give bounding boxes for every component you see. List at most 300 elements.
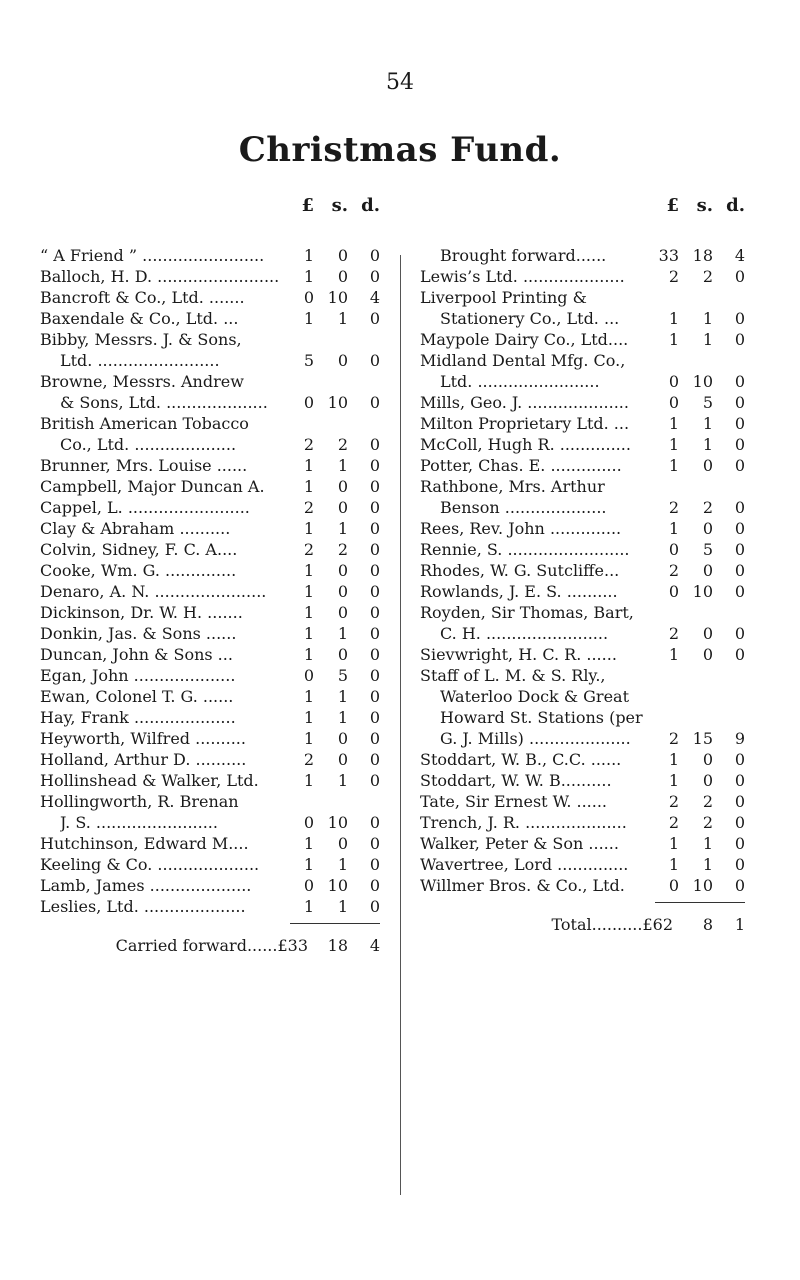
donor-name: Lamb, James ....................	[40, 876, 252, 895]
donor-entry	[40, 392, 380, 413]
donor-name: Baxendale & Co., Ltd. ...	[40, 309, 239, 328]
rule-line	[40, 917, 380, 929]
shillings-amount: 2	[702, 792, 713, 811]
pence-amount: 0	[369, 477, 380, 496]
shillings-amount: 1	[702, 834, 713, 853]
pounds-amount: 1	[303, 855, 314, 874]
pence-amount: 0	[734, 792, 745, 811]
shillings-amount: 0	[337, 351, 348, 370]
shillings-amount: 0	[337, 834, 348, 853]
donor-name: J. S. ........................	[60, 813, 218, 832]
pence-amount: 0	[369, 519, 380, 538]
pence-amount: 0	[369, 645, 380, 664]
column-divider	[400, 255, 401, 1195]
donor-entry	[420, 497, 745, 518]
donor-entry	[40, 791, 380, 812]
donor-entry	[40, 854, 380, 875]
pounds-amount: 1	[303, 456, 314, 475]
donor-entry	[40, 581, 380, 602]
right-column	[420, 195, 745, 935]
shillings-amount: 1	[702, 435, 713, 454]
shillings-header: s.	[696, 195, 713, 216]
pounds-amount: 1	[303, 897, 314, 916]
pounds-amount: 2	[303, 540, 314, 559]
pence-amount: 0	[369, 540, 380, 559]
pounds-amount: 1	[303, 624, 314, 643]
shillings-amount: 1	[337, 309, 348, 328]
donor-name: G. J. Mills) ....................	[440, 729, 631, 748]
pence-amount: 0	[734, 876, 745, 895]
donor-name: Co., Ltd. ....................	[60, 435, 237, 454]
shillings-amount: 0	[702, 519, 713, 538]
shillings-amount: 1	[337, 519, 348, 538]
donor-name: Sievwright, H. C. R. ......	[420, 645, 617, 664]
donor-entry	[420, 329, 745, 350]
pounds-amount: 1	[668, 519, 679, 538]
donor-entry	[420, 581, 745, 602]
pounds-amount: 0	[668, 582, 679, 601]
donor-entry	[420, 686, 745, 707]
pounds-amount: 1	[303, 561, 314, 580]
donor-name: Rennie, S. ........................	[420, 540, 630, 559]
donor-entry	[40, 812, 380, 833]
pence-amount: 0	[369, 393, 380, 412]
pence-amount: 0	[369, 624, 380, 643]
donor-name: Heyworth, Wilfred ..........	[40, 729, 246, 748]
pence-amount: 0	[369, 834, 380, 853]
donor-name: Rhodes, W. G. Sutcliffe...	[420, 561, 620, 580]
pounds-amount: 0	[668, 372, 679, 391]
shillings-amount: 0	[337, 603, 348, 622]
shillings-header: s.	[331, 195, 348, 216]
pence-amount: 0	[734, 834, 745, 853]
donor-name: Liverpool Printing &	[420, 288, 587, 307]
pence-amount: 9	[734, 729, 745, 748]
donor-entry	[40, 308, 380, 329]
donor-name: Cooke, Wm. G. ..............	[40, 561, 237, 580]
pence-amount: 0	[369, 498, 380, 517]
pounds-amount: 1	[303, 309, 314, 328]
shillings-amount: 5	[702, 540, 713, 559]
pence-amount: 0	[369, 750, 380, 769]
donor-name: Stoddart, W. B., C.C. ......	[420, 750, 622, 769]
shillings-amount: 15	[692, 729, 713, 748]
donor-entry	[40, 749, 380, 770]
pence-amount: 0	[734, 519, 745, 538]
donor-entry	[40, 329, 380, 350]
pounds-amount: 0	[303, 666, 314, 685]
pence-amount: 0	[734, 855, 745, 874]
pence-amount: 0	[734, 456, 745, 475]
donor-entry	[40, 875, 380, 896]
shillings-amount: 1	[337, 897, 348, 916]
donor-entry	[40, 518, 380, 539]
pence-amount: 0	[369, 435, 380, 454]
shillings-amount: 10	[692, 372, 713, 391]
pounds-amount: 1	[303, 477, 314, 496]
shillings-amount: 5	[702, 393, 713, 412]
shillings-amount: 1	[337, 456, 348, 475]
pence-amount: 0	[369, 582, 380, 601]
brought-forward-label: Brought forward......	[440, 246, 607, 265]
shillings-amount: 2	[337, 435, 348, 454]
shillings-amount: 10	[692, 582, 713, 601]
pounds-amount: 1	[303, 603, 314, 622]
shillings-amount: 0	[337, 267, 348, 286]
pence-amount: 0	[369, 729, 380, 748]
pounds-amount: 1	[668, 309, 679, 328]
pounds-amount: 2	[668, 792, 679, 811]
donor-entry	[40, 497, 380, 518]
pounds-amount: 0	[303, 876, 314, 895]
pounds-amount: 0	[668, 393, 679, 412]
pounds-amount: 1	[303, 645, 314, 664]
shillings-amount: 0	[337, 246, 348, 265]
pounds-amount: 0	[303, 288, 314, 307]
page-number: 54	[386, 70, 414, 95]
pence-amount: 0	[369, 897, 380, 916]
donor-entry	[420, 749, 745, 770]
donor-name: Willmer Bros. & Co., Ltd.	[420, 876, 625, 895]
brought-forward-pence: 4	[734, 246, 745, 265]
donor-entry	[420, 644, 745, 665]
shillings-amount: 0	[702, 771, 713, 790]
donor-entry	[40, 833, 380, 854]
brought-forward	[420, 245, 745, 266]
donor-name: & Sons, Ltd. ....................	[60, 393, 268, 412]
donor-entry	[420, 812, 745, 833]
total-label: Total..........£62	[551, 915, 673, 934]
donor-name: “ A Friend ” ........................	[40, 246, 265, 265]
donor-entry	[420, 833, 745, 854]
pence-header: d.	[361, 195, 380, 216]
shillings-amount: 0	[337, 498, 348, 517]
pence-amount: 0	[734, 540, 745, 559]
brought-forward-shillings: 18	[692, 246, 713, 265]
donor-name: Donkin, Jas. & Sons ......	[40, 624, 237, 643]
shillings-amount: 0	[702, 456, 713, 475]
pounds-amount: 1	[303, 246, 314, 265]
donor-name: Keeling & Co. ....................	[40, 855, 260, 874]
pence-amount: 0	[369, 687, 380, 706]
donor-name: C. H. ........................	[440, 624, 609, 643]
pence-amount: 0	[369, 456, 380, 475]
pence-amount: 0	[734, 309, 745, 328]
shillings-amount: 10	[327, 393, 348, 412]
donor-name: Royden, Sir Thomas, Bart,	[420, 603, 634, 622]
pence-amount: 0	[734, 498, 745, 517]
donor-name: Ewan, Colonel T. G. ......	[40, 687, 234, 706]
pence-amount: 0	[369, 351, 380, 370]
pounds-amount: 1	[303, 582, 314, 601]
donor-list	[420, 266, 745, 896]
total-pence: 1	[734, 915, 745, 934]
donor-name: Rathbone, Mrs. Arthur	[420, 477, 605, 496]
donor-entry	[420, 392, 745, 413]
shillings-amount: 0	[337, 561, 348, 580]
donor-name: Trench, J. R. ....................	[420, 813, 627, 832]
shillings-amount: 0	[337, 477, 348, 496]
donor-entry	[420, 287, 745, 308]
donor-entry	[420, 371, 745, 392]
pence-amount: 0	[369, 708, 380, 727]
shillings-amount: 1	[337, 855, 348, 874]
shillings-amount: 1	[337, 771, 348, 790]
left-column	[40, 195, 380, 956]
pounds-amount: 2	[668, 729, 679, 748]
donor-name: Benson ....................	[440, 498, 607, 517]
donor-entry	[420, 560, 745, 581]
carried-forward	[40, 935, 380, 956]
donor-name: Clay & Abraham ..........	[40, 519, 231, 538]
shillings-amount: 2	[702, 267, 713, 286]
donor-entry	[420, 770, 745, 791]
shillings-amount: 10	[327, 288, 348, 307]
pence-amount: 0	[369, 813, 380, 832]
shillings-amount: 1	[337, 687, 348, 706]
donor-entry	[40, 665, 380, 686]
donor-name: Balloch, H. D. ........................	[40, 267, 280, 286]
donor-entry	[40, 413, 380, 434]
pence-amount: 0	[369, 561, 380, 580]
shillings-amount: 1	[337, 624, 348, 643]
shillings-amount: 1	[702, 855, 713, 874]
donor-name: British American Tobacco	[40, 414, 249, 433]
donor-name: Waterloo Dock & Great	[440, 687, 630, 706]
total-shillings: 8	[702, 915, 713, 934]
pounds-amount: 5	[303, 351, 314, 370]
donor-name: Lewis’s Ltd. ....................	[420, 267, 625, 286]
donor-name: Stoddart, W. W. B..........	[420, 771, 612, 790]
pence-amount: 0	[734, 813, 745, 832]
donor-name: Rees, Rev. John ..............	[420, 519, 622, 538]
donor-name: Stationery Co., Ltd. ...	[440, 309, 620, 328]
donor-entry	[40, 623, 380, 644]
pounds-amount: 0	[303, 813, 314, 832]
shillings-amount: 0	[702, 750, 713, 769]
carried-forward-pence: 4	[369, 936, 380, 955]
donor-entry	[420, 539, 745, 560]
shillings-amount: 0	[702, 645, 713, 664]
donor-name: Ltd. ........................	[440, 372, 600, 391]
shillings-amount: 10	[327, 813, 348, 832]
shillings-amount: 1	[702, 330, 713, 349]
pounds-amount: 2	[668, 813, 679, 832]
donor-name: Brunner, Mrs. Louise ......	[40, 456, 248, 475]
donor-entry	[40, 245, 380, 266]
pence-amount: 0	[369, 246, 380, 265]
donor-name: Maypole Dairy Co., Ltd....	[420, 330, 629, 349]
pounds-amount: 1	[668, 750, 679, 769]
donor-entry	[420, 854, 745, 875]
currency-header	[420, 195, 745, 245]
donor-entry	[420, 707, 745, 728]
donor-name: McColl, Hugh R. ..............	[420, 435, 631, 454]
donor-entry	[40, 539, 380, 560]
donor-entry	[40, 896, 380, 917]
donor-name: Walker, Peter & Son ......	[420, 834, 619, 853]
donor-entry	[420, 434, 745, 455]
pounds-amount: 1	[303, 729, 314, 748]
pence-amount: 0	[369, 771, 380, 790]
donor-name: Mills, Geo. J. ....................	[420, 393, 629, 412]
shillings-amount: 0	[337, 750, 348, 769]
donor-name: Hay, Frank ....................	[40, 708, 236, 727]
shillings-amount: 10	[327, 876, 348, 895]
pounds-amount: 1	[303, 771, 314, 790]
donor-name: Midland Dental Mfg. Co.,	[420, 351, 626, 370]
donor-name: Dickinson, Dr. W. H. .......	[40, 603, 243, 622]
pounds-amount: 1	[303, 708, 314, 727]
donor-entry	[420, 623, 745, 644]
brought-forward-pounds: 33	[658, 246, 679, 265]
pounds-amount: 1	[303, 834, 314, 853]
pounds-amount: 1	[668, 330, 679, 349]
pounds-amount: 2	[668, 498, 679, 517]
shillings-amount: 2	[337, 540, 348, 559]
pence-amount: 0	[369, 855, 380, 874]
pence-amount: 4	[369, 288, 380, 307]
pence-amount: 0	[369, 267, 380, 286]
pounds-amount: 2	[303, 498, 314, 517]
pounds-header: £	[666, 195, 679, 216]
donor-entry	[420, 413, 745, 434]
shillings-amount: 0	[337, 729, 348, 748]
donor-name: Colvin, Sidney, F. C. A....	[40, 540, 238, 559]
donor-entry	[420, 728, 745, 749]
donor-entry	[420, 266, 745, 287]
donor-name: Staff of L. M. & S. Rly.,	[420, 666, 606, 685]
donor-name: Denaro, A. N. ......................	[40, 582, 267, 601]
shillings-amount: 2	[702, 813, 713, 832]
pence-amount: 0	[734, 372, 745, 391]
pounds-amount: 1	[303, 267, 314, 286]
pence-amount: 0	[734, 414, 745, 433]
pounds-amount: 1	[303, 519, 314, 538]
donor-entry	[40, 686, 380, 707]
donor-name: Bancroft & Co., Ltd. .......	[40, 288, 245, 307]
donor-name: Campbell, Major Duncan A.	[40, 477, 265, 496]
donor-entry	[420, 665, 745, 686]
donor-name: Leslies, Ltd. ....................	[40, 897, 246, 916]
pence-amount: 0	[734, 561, 745, 580]
donor-entry	[420, 308, 745, 329]
pence-amount: 0	[369, 309, 380, 328]
pence-amount: 0	[369, 666, 380, 685]
donor-entry	[40, 770, 380, 791]
pence-amount: 0	[734, 267, 745, 286]
pounds-amount: 0	[303, 393, 314, 412]
pence-amount: 0	[734, 624, 745, 643]
shillings-amount: 0	[337, 645, 348, 664]
donor-entry	[40, 350, 380, 371]
donor-entry	[40, 287, 380, 308]
grand-total	[420, 914, 745, 935]
rule-line	[420, 896, 745, 908]
pence-amount: 0	[734, 582, 745, 601]
shillings-amount: 0	[702, 624, 713, 643]
donor-name: Egan, John ....................	[40, 666, 236, 685]
donor-name: Hutchinson, Edward M....	[40, 834, 249, 853]
shillings-amount: 10	[692, 876, 713, 895]
donor-entry	[40, 266, 380, 287]
donor-entry	[420, 518, 745, 539]
donor-entry	[420, 602, 745, 623]
shillings-amount: 0	[702, 561, 713, 580]
pounds-amount: 1	[668, 771, 679, 790]
donor-name: Milton Proprietary Ltd. ...	[420, 414, 630, 433]
donor-name: Duncan, John & Sons ...	[40, 645, 233, 664]
carried-forward-shillings: 18	[327, 936, 348, 955]
carried-forward-label: Carried forward......£33	[115, 936, 308, 955]
pounds-amount: 1	[668, 855, 679, 874]
donor-entry	[40, 644, 380, 665]
donor-entry	[40, 476, 380, 497]
pounds-amount: 2	[668, 267, 679, 286]
pounds-amount: 1	[668, 414, 679, 433]
pounds-amount: 1	[668, 456, 679, 475]
donor-name: Potter, Chas. E. ..............	[420, 456, 622, 475]
donor-entry	[40, 728, 380, 749]
donor-entry	[40, 560, 380, 581]
pounds-amount: 1	[668, 834, 679, 853]
pence-amount: 0	[734, 771, 745, 790]
pounds-amount: 0	[668, 876, 679, 895]
donor-entry	[40, 707, 380, 728]
donor-name: Tate, Sir Ernest W. ......	[420, 792, 608, 811]
donor-entry	[420, 350, 745, 371]
donor-name: Rowlands, J. E. S. ..........	[420, 582, 618, 601]
shillings-amount: 1	[702, 309, 713, 328]
currency-header	[40, 195, 380, 245]
donor-entry	[420, 791, 745, 812]
pounds-header: £	[301, 195, 314, 216]
donor-list	[40, 245, 380, 917]
pence-amount: 0	[369, 603, 380, 622]
donor-entry	[40, 371, 380, 392]
donor-name: Howard St. Stations (per	[440, 708, 643, 727]
donor-name: Wavertree, Lord ..............	[420, 855, 629, 874]
donor-entry	[420, 875, 745, 896]
shillings-amount: 1	[702, 414, 713, 433]
pence-amount: 0	[734, 393, 745, 412]
pence-amount: 0	[369, 876, 380, 895]
shillings-amount: 2	[702, 498, 713, 517]
donor-name: Hollingworth, R. Brenan	[40, 792, 239, 811]
pounds-amount: 0	[668, 540, 679, 559]
donor-name: Ltd. ........................	[60, 351, 220, 370]
donor-name: Cappel, L. ........................	[40, 498, 250, 517]
donor-entry	[40, 455, 380, 476]
donor-name: Holland, Arthur D. ..........	[40, 750, 247, 769]
pounds-amount: 2	[303, 750, 314, 769]
donor-entry	[420, 476, 745, 497]
shillings-amount: 5	[337, 666, 348, 685]
shillings-amount: 0	[337, 582, 348, 601]
donor-name: Browne, Messrs. Andrew	[40, 372, 244, 391]
donor-name: Bibby, Messrs. J. & Sons,	[40, 330, 242, 349]
pence-amount: 0	[734, 645, 745, 664]
pounds-amount: 2	[668, 624, 679, 643]
pence-header: d.	[726, 195, 745, 216]
donor-entry	[40, 602, 380, 623]
pounds-amount: 2	[303, 435, 314, 454]
donor-entry	[40, 434, 380, 455]
pounds-amount: 2	[668, 561, 679, 580]
pence-amount: 0	[734, 750, 745, 769]
pounds-amount: 1	[668, 645, 679, 664]
shillings-amount: 1	[337, 708, 348, 727]
